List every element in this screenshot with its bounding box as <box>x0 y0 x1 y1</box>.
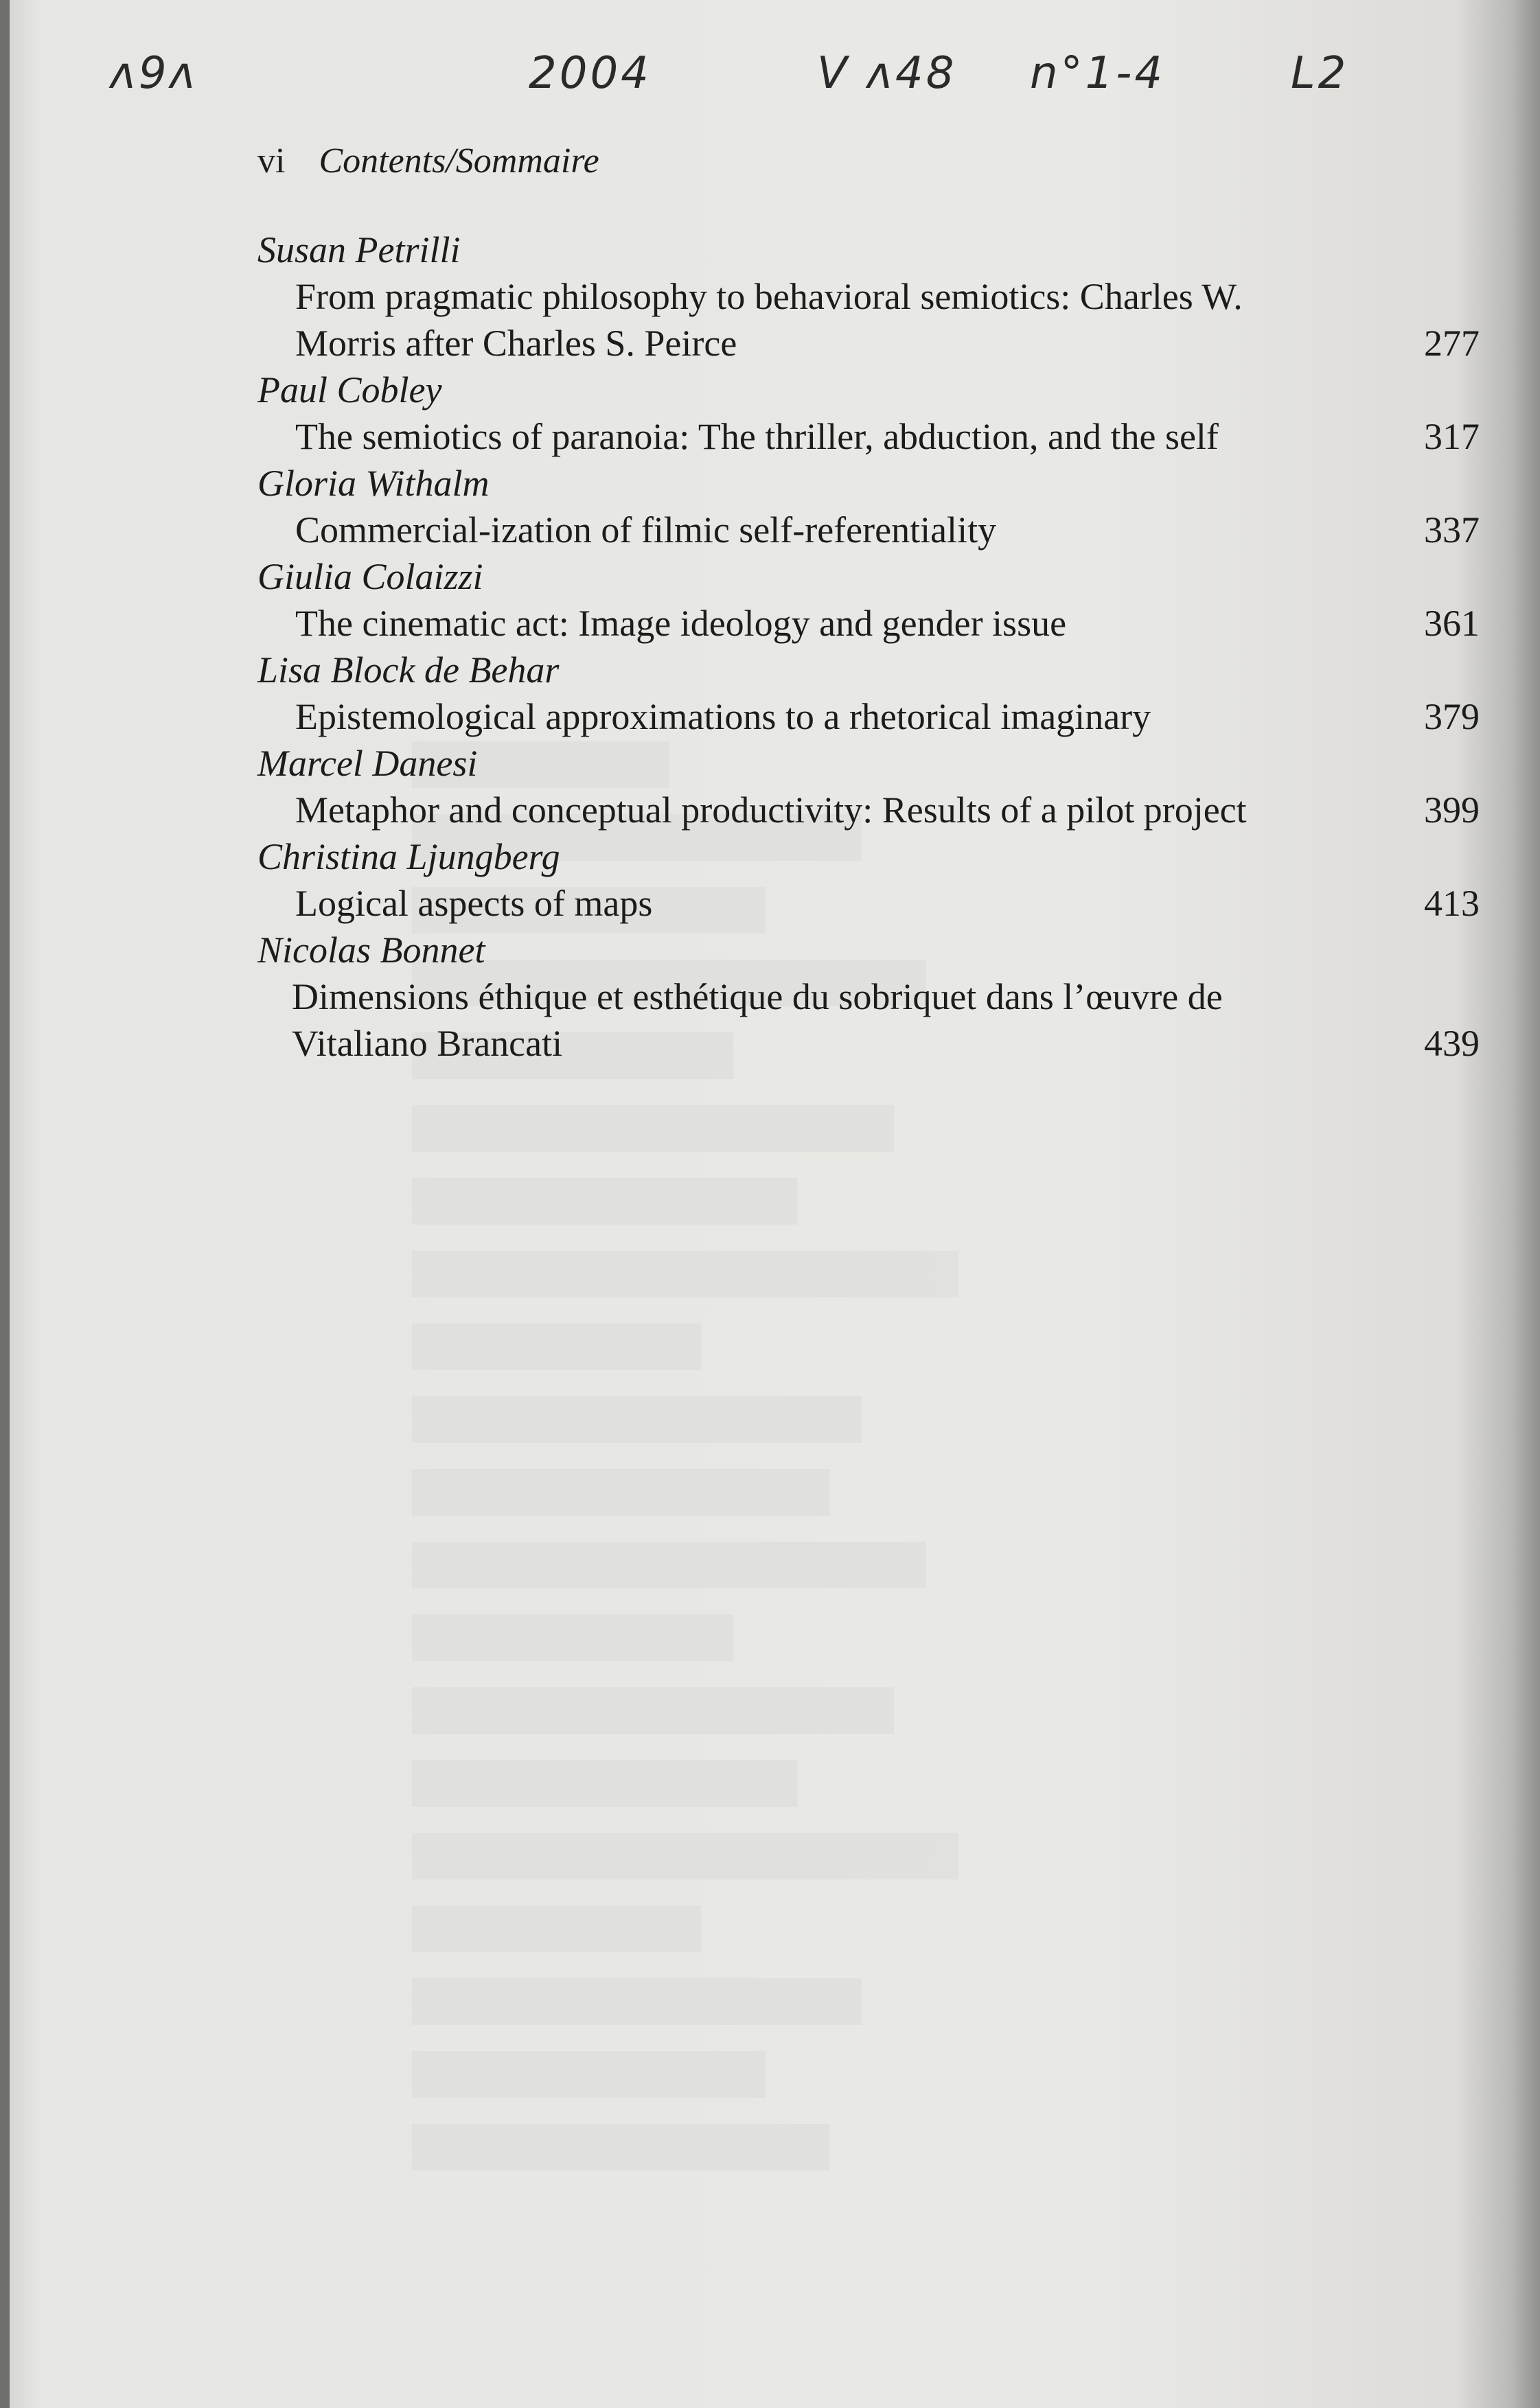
handwritten-note-5: L2 <box>1291 48 1349 99</box>
toc-title: Logical aspects of maps <box>295 883 653 924</box>
toc-author: Christina Ljungberg <box>257 836 560 877</box>
toc-item <box>257 647 1480 740</box>
table-of-contents <box>257 227 1480 1067</box>
toc-item <box>257 367 1480 460</box>
toc-title: The cinematic act: Image ideology and gender issue <box>295 603 1067 644</box>
page-edge-shadow <box>0 0 10 2408</box>
running-head <box>257 141 599 181</box>
handwritten-note-3: V ʌ48 <box>817 48 957 99</box>
toc-author: Nicolas Bonnet <box>257 929 485 971</box>
toc-page-number: 317 <box>1424 416 1480 457</box>
toc-title: From pragmatic philosophy to behavioral semiotics: Charles W. Morris after Charles S. Peirce <box>295 276 1243 364</box>
toc-author: Susan Petrilli <box>257 229 461 270</box>
toc-entry <box>257 507 1480 553</box>
toc-author: Gloria Withalm <box>257 463 490 504</box>
toc-item <box>257 927 1480 1067</box>
toc-entry <box>257 693 1480 740</box>
toc-entry <box>257 880 1480 927</box>
handwritten-note-2: 2004 <box>529 48 652 99</box>
toc-page-number: 439 <box>1424 1023 1480 1064</box>
toc-page-number: 361 <box>1424 603 1480 644</box>
toc-page-number: 277 <box>1424 323 1480 364</box>
toc-page-number: 337 <box>1424 509 1480 551</box>
toc-entry <box>257 413 1480 460</box>
toc-item <box>257 740 1480 833</box>
toc-title: Epistemological approximations to a rhetorical imaginary <box>295 696 1151 737</box>
toc-item <box>257 227 1480 367</box>
toc-entry <box>257 973 1480 1067</box>
toc-title: Commercial-ization of filmic self-referentiality <box>295 509 997 551</box>
toc-page-number: 413 <box>1424 883 1480 924</box>
handwritten-note-1: ʌ9ʌ <box>110 48 198 99</box>
toc-title: The semiotics of paranoia: The thriller, abduction, and the self <box>295 416 1219 457</box>
toc-page-number: 379 <box>1424 696 1480 737</box>
toc-item <box>257 460 1480 553</box>
toc-item <box>257 833 1480 927</box>
toc-item <box>257 553 1480 647</box>
toc-author: Paul Cobley <box>257 369 442 410</box>
toc-entry <box>257 787 1480 833</box>
toc-author: Giulia Colaizzi <box>257 556 483 597</box>
toc-author: Lisa Block de Behar <box>257 649 560 691</box>
toc-author: Marcel Danesi <box>257 743 478 784</box>
running-head-title: Contents/Sommaire <box>319 141 599 181</box>
page-number-roman: vi <box>257 141 286 181</box>
toc-title: Dimensions éthique et esthétique du sobriquet dans l’œuvre de Vitaliano Brancati <box>292 976 1223 1064</box>
handwritten-note-4: n°1-4 <box>1030 48 1166 99</box>
toc-title: Metaphor and conceptual productivity: Results of a pilot project <box>295 789 1247 831</box>
toc-entry <box>257 600 1480 647</box>
toc-page-number: 399 <box>1424 789 1480 831</box>
toc-entry <box>257 273 1480 367</box>
